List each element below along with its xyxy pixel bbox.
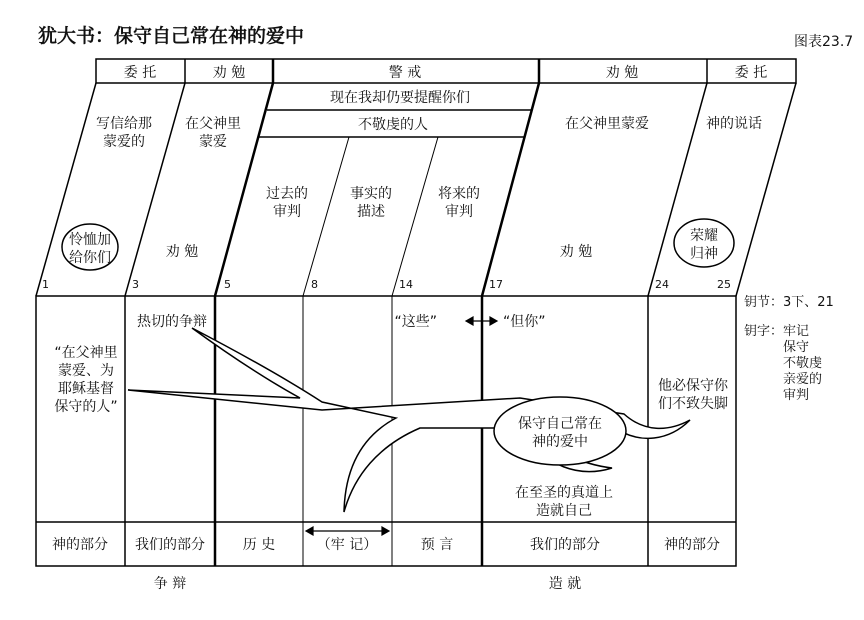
verse-num-5: 5 xyxy=(224,278,231,291)
section-past-judgment-line1: 过去的 xyxy=(266,186,308,202)
header-warning: 警 戒 xyxy=(388,65,422,81)
build-up-line2: 造就自己 xyxy=(536,503,592,519)
key-word-3: 不敬虔 xyxy=(783,356,823,371)
subheader-ungodly: 不敬虔的人 xyxy=(358,117,428,133)
section-beloved-line1: 在父神里 xyxy=(185,116,241,132)
section-word-of-god: 神的说话 xyxy=(706,116,762,132)
header-exhort-2: 劝 勉 xyxy=(605,65,639,81)
key-word-5: 审判 xyxy=(783,388,810,403)
he-keeps-line2: 们不致失脚 xyxy=(658,396,728,412)
verse-num-24: 24 xyxy=(655,278,669,291)
header-row xyxy=(96,59,796,83)
key-word-4: 亲爱的 xyxy=(783,372,823,387)
section-beloved-2: 在父神里蒙爱 xyxy=(565,116,649,132)
bottom-history: 历 史 xyxy=(242,537,276,553)
he-keeps-line1: 他必保守你 xyxy=(658,378,728,394)
exhort-label-1: 劝 勉 xyxy=(165,244,199,260)
chart-title: 犹大书：保守自己常在神的爱中 xyxy=(38,25,305,47)
section-to-beloved-line1: 写信给那 xyxy=(96,116,152,132)
verse-num-25: 25 xyxy=(717,278,731,291)
these-label: “这些” xyxy=(394,314,437,330)
upper-frame xyxy=(36,83,796,296)
bottom-our-part-1: 我们的部分 xyxy=(135,537,205,553)
but-you-label: “但你” xyxy=(503,314,546,330)
header-frame xyxy=(96,59,796,83)
glory-line2: 归神 xyxy=(690,246,718,262)
mercy-line2: 给你们 xyxy=(69,250,111,266)
mercy-line1: 怜恤加 xyxy=(69,232,111,248)
quote-line1: “在父神里 xyxy=(54,345,118,361)
subheader-remind: 现在我却仍要提醒你们 xyxy=(330,90,470,106)
earnest-contend: 热切的争辩 xyxy=(137,314,207,330)
header-exhort-1: 劝 勉 xyxy=(212,65,246,81)
key-words-label: 钥字： xyxy=(744,324,784,339)
bottom-our-part-2: 我们的部分 xyxy=(530,537,600,553)
quote-line2: 蒙爱、为 xyxy=(58,363,114,379)
verse-num-1: 1 xyxy=(42,278,49,291)
bottom-gods-part-2: 神的部分 xyxy=(664,537,720,553)
chart-id: 图表23.7 xyxy=(794,34,854,50)
key-word-2: 保守 xyxy=(783,340,810,355)
verse-num-3: 3 xyxy=(132,278,139,291)
section-beloved-line2: 蒙爱 xyxy=(199,134,227,150)
header-entrust-1: 委 托 xyxy=(123,65,157,81)
section-to-beloved-line2: 蒙爱的 xyxy=(103,134,145,150)
section-future-judgment-line2: 审判 xyxy=(445,204,473,220)
bottom-gods-part-1: 神的部分 xyxy=(52,537,108,553)
verse-num-17: 17 xyxy=(489,278,503,291)
bottom-prophecy: 预 言 xyxy=(420,537,454,553)
bottom-remember: （牢 记） xyxy=(316,537,378,553)
section-past-judgment-line2: 审判 xyxy=(273,204,301,220)
footer-contend: 争 辩 xyxy=(153,576,187,592)
section-future-judgment-line1: 将来的 xyxy=(438,186,480,202)
section-description-line1: 事实的 xyxy=(350,186,392,202)
verse-num-8: 8 xyxy=(311,278,318,291)
remember-arrow xyxy=(306,527,389,535)
quote-line3: 耶稣基督 xyxy=(58,381,114,397)
section-description-line2: 描述 xyxy=(357,204,385,220)
exhort-label-2: 劝 勉 xyxy=(559,244,593,260)
footer-build: 造 就 xyxy=(548,576,582,592)
build-up-line1: 在至圣的真道上 xyxy=(515,485,613,501)
quote-line4: 保守的人” xyxy=(54,399,118,415)
verse-num-14: 14 xyxy=(399,278,413,291)
keep-yourself-line1: 保守自己常在 xyxy=(518,416,602,432)
key-word-1: 牢记 xyxy=(783,324,810,339)
glory-line1: 荣耀 xyxy=(690,228,718,244)
header-entrust-2: 委 托 xyxy=(734,65,768,81)
keep-yourself-line2: 神的爱中 xyxy=(532,434,588,450)
key-verses: 钥节：3下、21 xyxy=(744,295,834,310)
